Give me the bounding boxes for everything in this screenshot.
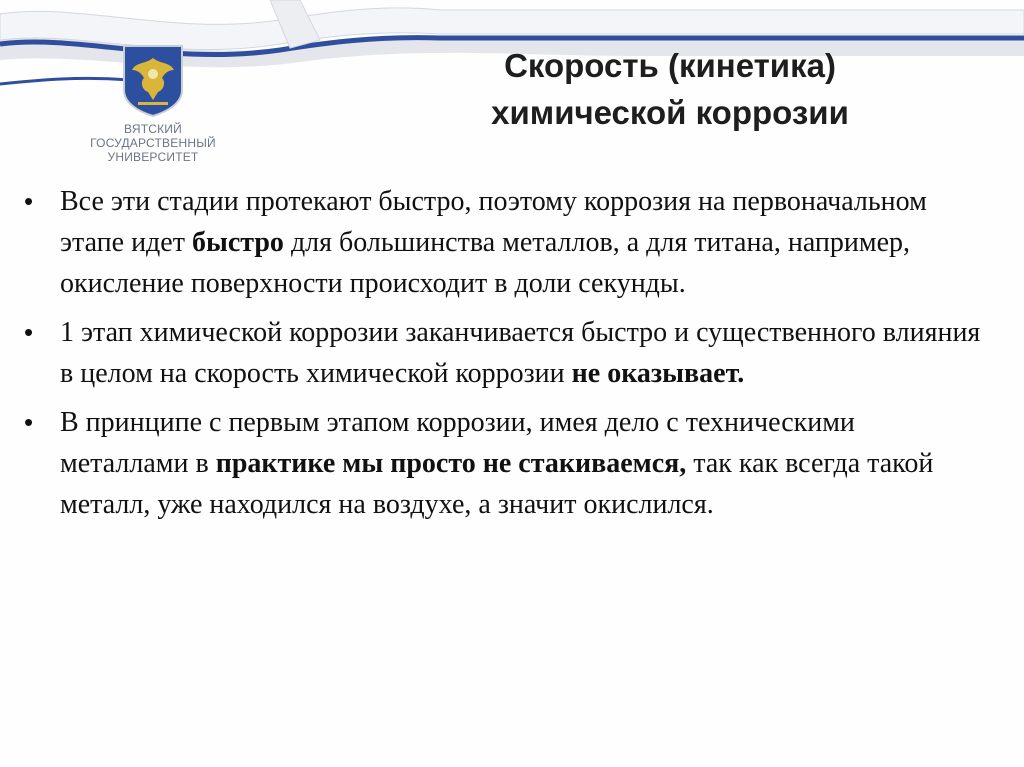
bullet-item-1	[24, 181, 984, 304]
bullet-1-text-a: Все эти стадии протекают быстро, поэтому коррозия на первоначальном этапе идет	[60, 186, 927, 258]
bullet-list	[24, 181, 984, 533]
slide-title-line1: Скорость (кинетика)	[504, 47, 836, 84]
slide-title	[400, 42, 940, 136]
university-name-line3: УНИВЕРСИТЕТ	[107, 150, 199, 164]
bullet-3-text-a: В принципе с первым этапом коррозии, имея дело с техническими металлами в	[60, 407, 855, 479]
bullet-1-bold: быстро	[191, 227, 284, 258]
slide-title-line2: химической коррозии	[491, 94, 849, 131]
shield-icon	[122, 44, 184, 118]
bullet-3-text-b: так как всегда такой металл, уже находился на воздухе, а значит окислился.	[60, 448, 934, 520]
university-name-line1: ВЯТСКИЙ	[124, 122, 182, 136]
bullet-item-2	[24, 312, 984, 394]
university-name	[90, 122, 216, 164]
university-name-line2: ГОСУДАРСТВЕННЫЙ	[90, 136, 216, 150]
bullet-2-bold: не оказывает.	[571, 358, 745, 389]
bullet-2-text-a: 1 этап химической коррозии заканчивается быстро и существенного влияния в целом на скорость химической коррозии	[60, 317, 981, 389]
bullet-item-3	[24, 402, 984, 525]
bullet-1-text-b: для большинства металлов, а для титана, например, окисление поверхности происходит в доли секунды.	[60, 227, 911, 299]
bullet-3-bold: практике мы просто не стакиваемся,	[215, 448, 687, 479]
university-logo	[90, 40, 250, 170]
